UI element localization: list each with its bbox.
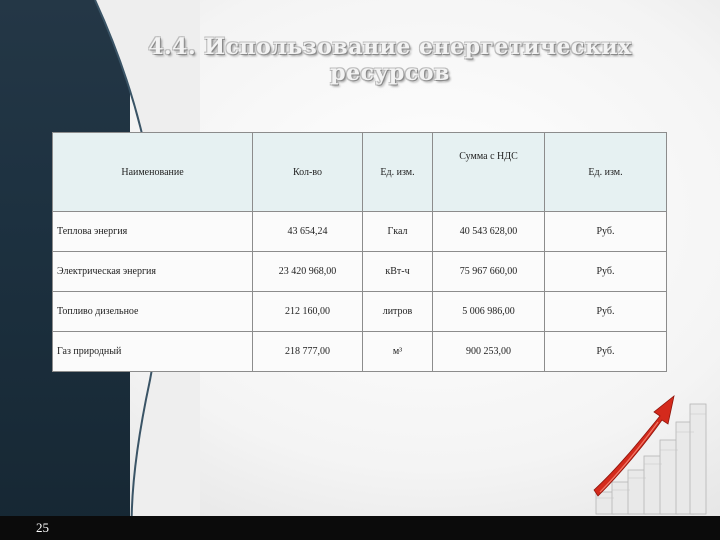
cell-name: Топливо дизельное (53, 292, 253, 332)
cell-unit: кВт-ч (363, 252, 433, 292)
cell-sum: 40 543 628,00 (433, 212, 545, 252)
header-name: Наименование (53, 133, 253, 212)
slide-title: 4.4. Использование енергетических ресурсов (148, 34, 632, 86)
cell-name: Электрическая энергия (53, 252, 253, 292)
cell-unit: литров (363, 292, 433, 332)
cell-sum-unit: Руб. (545, 292, 667, 332)
header-sum-unit: Ед. изм. (545, 133, 667, 212)
cell-quantity: 43 654,24 (253, 212, 363, 252)
cell-sum-unit: Руб. (545, 252, 667, 292)
cell-name: Газ природный (53, 332, 253, 372)
table-row (53, 252, 667, 292)
energy-usage-table (52, 132, 667, 372)
cell-sum: 75 967 660,00 (433, 252, 545, 292)
cell-quantity: 212 160,00 (253, 292, 363, 332)
cell-sum: 5 006 986,00 (433, 292, 545, 332)
rising-stairs-arrow-icon (590, 374, 710, 516)
table-row (53, 212, 667, 252)
cell-quantity: 23 420 968,00 (253, 252, 363, 292)
table-row (53, 292, 667, 332)
cell-sum-unit: Руб. (545, 212, 667, 252)
footer-bar (0, 516, 720, 540)
cell-unit: Гкал (363, 212, 433, 252)
header-sum-vat: Сумма с НДС (433, 133, 545, 212)
table-header-row (53, 133, 667, 212)
cell-sum-unit: Руб. (545, 332, 667, 372)
page-number: 25 (36, 520, 49, 535)
cell-name: Теплова энергия (53, 212, 253, 252)
cell-quantity: 218 777,00 (253, 332, 363, 372)
table-row (53, 332, 667, 372)
cell-unit: м³ (363, 332, 433, 372)
header-quantity: Кол-во (253, 133, 363, 212)
header-unit: Ед. изм. (363, 133, 433, 212)
cell-sum: 900 253,00 (433, 332, 545, 372)
